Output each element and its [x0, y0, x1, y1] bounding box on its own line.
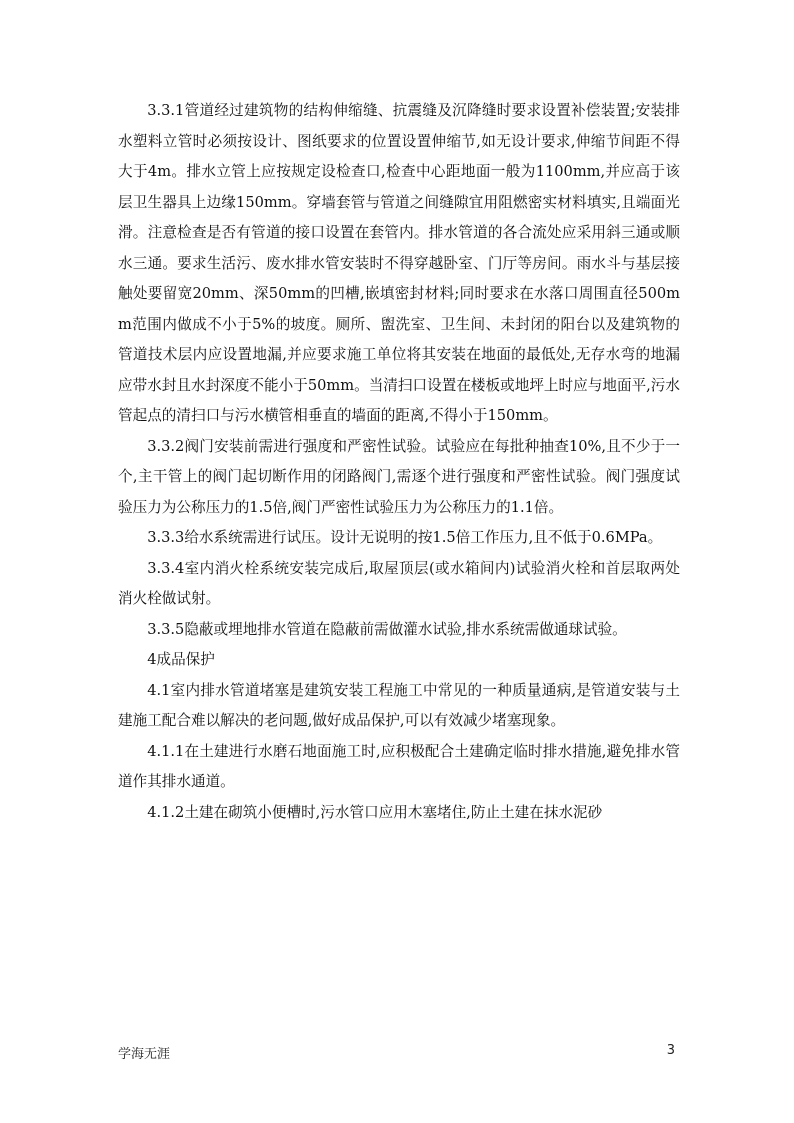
- paragraph-3-3-5: 3.3.5隐蔽或埋地排水管道在隐蔽前需做灌水试验,排水系统需做通球试验。: [147, 620, 627, 638]
- paragraph-3-3-3: 3.3.3给水系统需进行试压。设计无说明的按1.5倍工作压力,且不低于0.6MPa。: [147, 529, 663, 546]
- paragraph-3-3-1: 3.3.1管道经过建筑物的结构伸缩缝、抗震缝及沉降缝时要求设置补偿装置;安装排水塑料立管时必须按设计、图纸要求的位置设置伸缩节,如无设计要求,伸缩节间距不得大于4m。排水立管上应按规定设检查口,检查中心距地面一般为1100mm,并应高于该层卫生器具上边缘150mm。穿墙套管与管道之间缝隙宜用阻燃密实材料填实,且端面光滑。注意检查是否有管道的接口设置在套管内。排水管道的各合流处应采用斜三通或顺水三通。要求生活污、废水排水管安装时不得穿越卧室、门厅等房间。雨水斗与基层接触处要留宽20mm、深50mm的凹槽,嵌填密封材料;同时要求在水落口周围直径500mm范围内做成不小于5%的坡度。厕所、盥洗室、卫生间、未封闭的阳台以及建筑物的管道技术层内应设置地漏,并应要求施工单位将其安装在地面的最低处,无存水弯的地漏应带水封且水封深度不能小于50mm。当清扫口设置在楼板或地坪上时应与地面平,污水管起点的清扫口与污水横管相垂直的墙面的距离,不得小于150mm。: [118, 102, 680, 424]
- page-number: 3: [666, 1043, 675, 1058]
- paragraph-4-1-1: 4.1.1在土建进行水磨石地面施工时,应积极配合土建确定临时排水措施,避免排水管道作其排水通道。: [118, 742, 680, 790]
- footer-text: 学海无涯: [118, 1047, 171, 1062]
- section-heading: 4成品保护: [147, 651, 215, 668]
- paragraph-3-3-4: 3.3.4室内消火栓系统安装完成后,取屋顶层(或水箱间内)试验消火栓和首层取两处消火栓做试射。: [118, 559, 680, 607]
- paragraph-4-1: 4.1室内排水管道堵塞是建筑安装工程施工中常见的一种质量通病,是管道安装与土建施工配合难以解决的老问题,做好成品保护,可以有效减少堵塞现象。: [118, 681, 680, 729]
- document-body: [118, 96, 680, 828]
- paragraph-4-1-2: 4.1.2土建在砌筑小便槽时,污水管口应用木塞堵住,防止土建在抹水泥砂: [147, 803, 603, 821]
- paragraph-3-3-2: 3.3.2阀门安装前需进行强度和严密性试验。试验应在每批种抽查10%,且不少于一个,主干管上的阀门起切断作用的闭路阀门,需逐个进行强度和严密性试验。阀门强度试验压力为公称压力的1.5倍,阀门严密性试验压力为公称压力的1.1倍。: [118, 437, 680, 516]
